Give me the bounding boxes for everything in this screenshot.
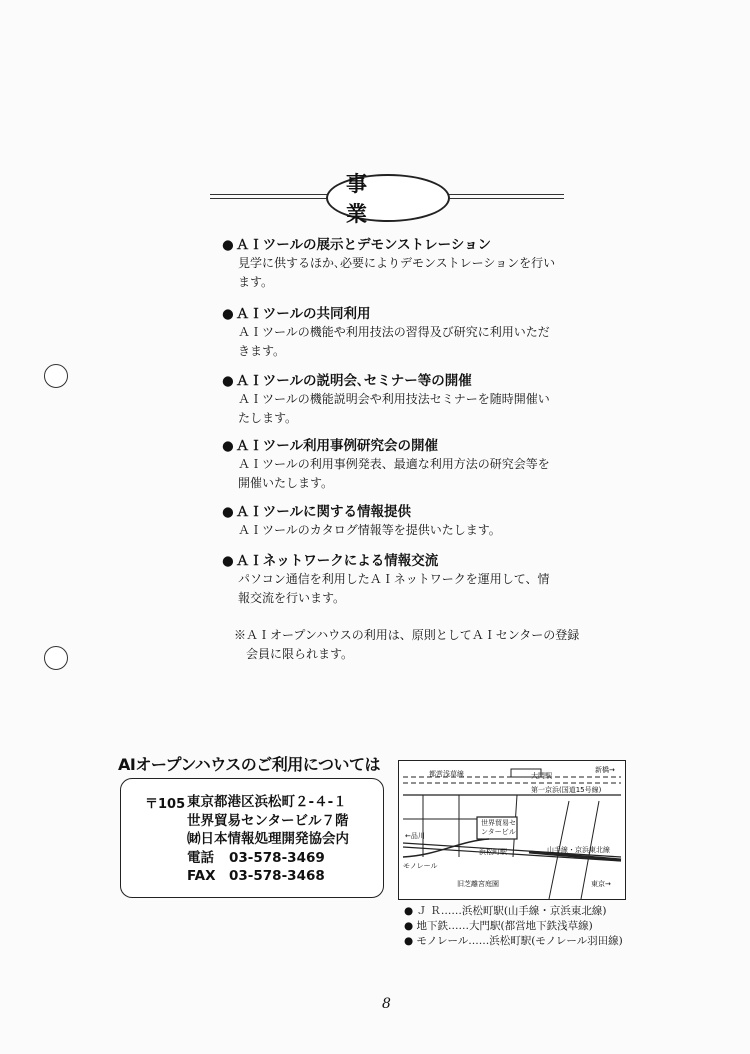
section-title: ＡＩツールの説明会､セミナー等の開催 [235, 373, 472, 389]
bullet-icon: ● [222, 373, 234, 389]
bullet-icon: ● [222, 504, 234, 520]
map-label-shinbashi: 新橋→ [595, 766, 615, 774]
phone-row [187, 849, 349, 868]
section-information [222, 503, 562, 540]
membership-note: ※ＡＩオープンハウスの利用は、原則としてＡＩセンターの登録会員に限られます。 [234, 628, 580, 661]
section-title: ＡＩツール利用事例研究会の開催 [235, 438, 439, 454]
map-label-keihin: 第一京浜(国道15号線) [531, 786, 602, 794]
map-label-tokyo: 東京→ [591, 880, 611, 888]
postal-code: 〒105 [145, 797, 186, 812]
address-line: 東京都港区浜松町２-４-１ [187, 794, 347, 810]
fax-number: 03-578-3468 [229, 868, 325, 884]
fax-row [187, 867, 349, 886]
section-body: 見学に供するほか､必要によりデモンストレーションを行います。 [238, 256, 556, 289]
map-label-toei: 都営浅草線 [429, 770, 464, 778]
section-shared-use [222, 305, 562, 361]
section-body: ＡＩツールの機能説明会や利用技法セミナーを随時開催いたします。 [238, 392, 550, 425]
map-label-daimon: 大門駅 [531, 772, 552, 780]
map-label-garden: 旧芝離宮庭園 [457, 880, 499, 888]
section-network [222, 552, 562, 608]
section-seminars [222, 372, 562, 428]
section-body: ＡＩツールの機能や利用技法の習得及び研究に利用いただきます。 [238, 325, 550, 358]
section-exhibition [222, 236, 562, 292]
punch-hole-top [44, 364, 68, 388]
access-map [398, 760, 626, 900]
address-line: 世界貿易センタービル７階 [187, 812, 349, 829]
bullet-icon: ● [222, 237, 234, 253]
address-box [120, 778, 384, 898]
map-label-lines: 山手線・京浜東北線 [547, 846, 610, 854]
section-body: パソコン通信を利用したＡＩネットワークを運用して、情報交流を行います。 [238, 572, 550, 605]
access-item: ● 地下鉄……大門駅(都営地下鉄浅草線) [404, 920, 593, 932]
map-label-monorail: モノレール [403, 862, 438, 870]
access-list [404, 904, 623, 949]
section-title: ＡＩネットワークによる情報交流 [235, 553, 439, 569]
usage-heading: AIオープンハウスのご利用については [118, 755, 380, 774]
section-body: ＡＩツールの利用事例発表、最適な利用方法の研究会等を開催いたします。 [238, 457, 550, 490]
bullet-icon: ● [222, 553, 234, 569]
bullet-icon: ● [222, 306, 234, 322]
bullet-icon: ● [222, 438, 234, 454]
header-title-oval [326, 171, 450, 226]
phone-label: 電話 [187, 849, 214, 866]
phone-number: 03-578-3469 [229, 849, 325, 866]
section-title: ＡＩツールの展示とデモンストレーション [235, 237, 492, 253]
header-rule-right [444, 194, 564, 199]
address-line: ㈶日本情報処理開発協会内 [187, 831, 349, 847]
page-title: 事 業 [346, 171, 385, 226]
map-label-hamamatsucho: 浜松町駅 [479, 848, 507, 856]
section-body: ＡＩツールのカタログ情報等を提供いたします。 [238, 523, 501, 537]
section-title: ＡＩツールの共同利用 [235, 306, 371, 322]
map-label-shinagawa: ←品川 [405, 832, 425, 840]
access-item: ● モノレール……浜松町駅(モノレール羽田線) [404, 935, 623, 947]
header-rule-left [210, 194, 328, 199]
section-title: ＡＩツールに関する情報提供 [235, 504, 412, 520]
map-label-wtc: 世界貿易セ ンタービル [481, 819, 516, 836]
fax-label: FAX [187, 868, 216, 884]
punch-hole-bottom [44, 646, 68, 670]
page-number: 8 [382, 996, 391, 1012]
access-item: ● Ｊ Ｒ……浜松町駅(山手線・京浜東北線) [404, 905, 607, 917]
section-case-study [222, 437, 562, 493]
